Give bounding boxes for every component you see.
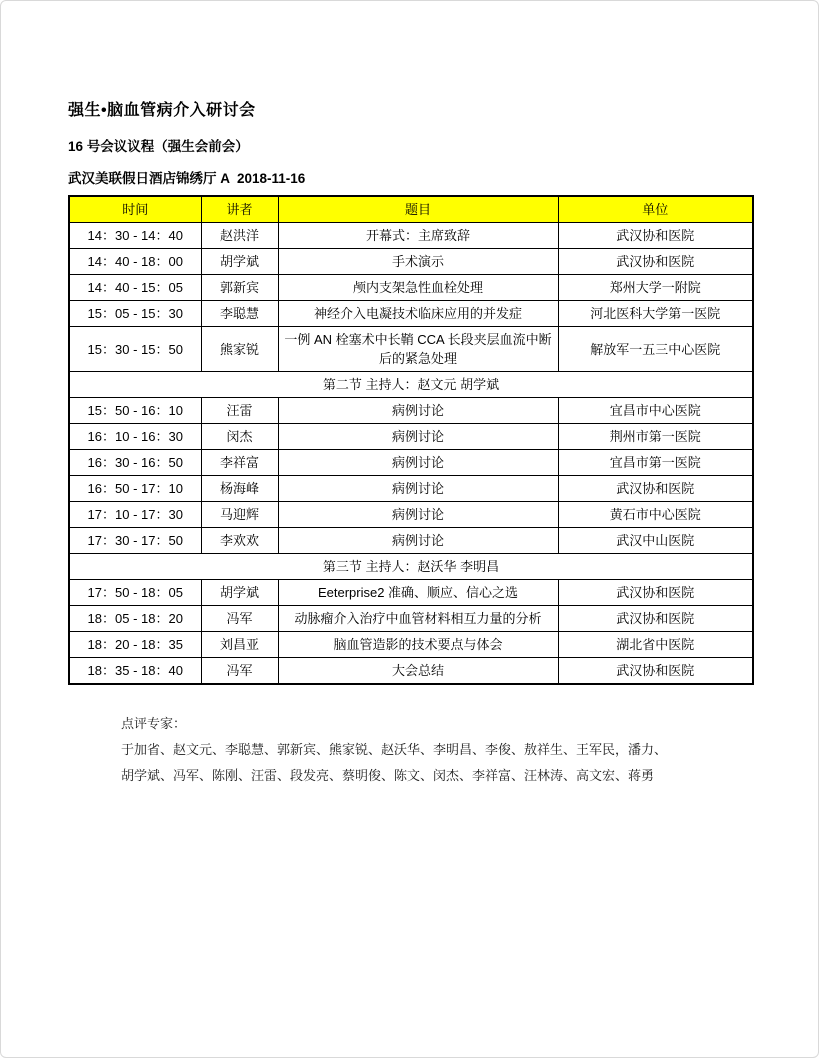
time-cell: 17：50 - 18：05 — [69, 580, 201, 606]
table-row — [69, 632, 753, 658]
speaker-cell: 李聪慧 — [201, 301, 278, 327]
table-row — [69, 580, 753, 606]
speaker-cell: 马迎辉 — [201, 502, 278, 528]
agenda-subtitle: 16 号会议议程（强生会前会） — [68, 139, 249, 154]
time-cell: 15：30 - 15：50 — [69, 327, 201, 372]
table-row — [69, 424, 753, 450]
topic-cell: 开幕式：主席致辞 — [278, 223, 558, 249]
time-cell: 18：20 - 18：35 — [69, 632, 201, 658]
time-cell: 16：10 - 16：30 — [69, 424, 201, 450]
table-row — [69, 223, 753, 249]
org-cell: 武汉协和医院 — [558, 249, 753, 275]
speaker-cell: 熊家锐 — [201, 327, 278, 372]
reviewers-line-2: 胡学斌、冯军、陈刚、汪雷、段发亮、蔡明俊、陈文、闵杰、李祥富、汪林涛、高文宏、蒋勇 — [121, 768, 655, 783]
speaker-cell: 杨海峰 — [201, 476, 278, 502]
reviewers-block — [121, 711, 721, 789]
speaker-cell: 冯军 — [201, 606, 278, 632]
page-title: 强生•脑血管病介入研讨会 — [68, 102, 256, 119]
time-cell: 15：05 - 15：30 — [69, 301, 201, 327]
topic-cell: 病例讨论 — [278, 398, 558, 424]
org-cell: 解放军一五三中心医院 — [558, 327, 753, 372]
time-cell: 14：40 - 15：05 — [69, 275, 201, 301]
speaker-cell: 胡学斌 — [201, 249, 278, 275]
time-cell: 14：30 - 14：40 — [69, 223, 201, 249]
topic-cell: 手术演示 — [278, 249, 558, 275]
org-cell: 荆州市第一医院 — [558, 424, 753, 450]
time-cell: 17：30 - 17：50 — [69, 528, 201, 554]
org-cell: 湖北省中医院 — [558, 632, 753, 658]
table-row — [69, 301, 753, 327]
reviewers-label: 点评专家： — [121, 716, 187, 731]
topic-cell: 神经介入电凝技术临床应用的并发症 — [278, 301, 558, 327]
table-row — [69, 249, 753, 275]
org-cell: 河北医科大学第一医院 — [558, 301, 753, 327]
speaker-cell: 赵洪洋 — [201, 223, 278, 249]
speaker-cell: 闵杰 — [201, 424, 278, 450]
agenda-table — [68, 195, 754, 685]
topic-cell: 颅内支架急性血栓处理 — [278, 275, 558, 301]
topic-cell: 一例 AN 栓塞术中长鞘 CCA 长段夹层血流中断后的紧急处理 — [278, 327, 558, 372]
table-row — [69, 476, 753, 502]
topic-cell: 病例讨论 — [278, 502, 558, 528]
speaker-cell: 李祥富 — [201, 450, 278, 476]
org-cell: 宜昌市第一医院 — [558, 450, 753, 476]
table-row — [69, 528, 753, 554]
org-cell: 武汉协和医院 — [558, 606, 753, 632]
speaker-cell: 冯军 — [201, 658, 278, 685]
section-label: 第三节 主持人：赵沃华 李明昌 — [69, 554, 753, 580]
time-cell: 17：10 - 17：30 — [69, 502, 201, 528]
table-header-row — [69, 196, 753, 223]
table-row — [69, 502, 753, 528]
topic-cell: 脑血管造影的技术要点与体会 — [278, 632, 558, 658]
org-cell: 宜昌市中心医院 — [558, 398, 753, 424]
topic-cell: Eeterprise2 准确、顺应、信心之选 — [278, 580, 558, 606]
col-header-time: 时间 — [69, 196, 201, 223]
time-cell: 18：05 - 18：20 — [69, 606, 201, 632]
venue-date: 武汉美联假日酒店锦绣厅 A 2018-11-16 — [68, 171, 306, 186]
topic-cell: 病例讨论 — [278, 476, 558, 502]
org-cell: 武汉协和医院 — [558, 223, 753, 249]
speaker-cell: 李欢欢 — [201, 528, 278, 554]
document-content — [1, 1, 818, 789]
col-header-org: 单位 — [558, 196, 753, 223]
speaker-cell: 郭新宾 — [201, 275, 278, 301]
org-cell: 武汉协和医院 — [558, 658, 753, 685]
time-cell: 16：30 - 16：50 — [69, 450, 201, 476]
table-row — [69, 275, 753, 301]
org-cell: 武汉协和医院 — [558, 476, 753, 502]
topic-cell: 病例讨论 — [278, 424, 558, 450]
reviewers-line-1: 于加省、赵文元、李聪慧、郭新宾、熊家锐、赵沃华、李明昌、李俊、敖祥生、王军民，潘力、 — [121, 742, 668, 757]
table-row — [69, 450, 753, 476]
org-cell: 郑州大学一附院 — [558, 275, 753, 301]
speaker-cell: 胡学斌 — [201, 580, 278, 606]
section-row — [69, 554, 753, 580]
table-row — [69, 658, 753, 685]
time-cell: 14：40 - 18：00 — [69, 249, 201, 275]
speaker-cell: 刘昌亚 — [201, 632, 278, 658]
topic-cell: 动脉瘤介入治疗中血管材料相互力量的分析 — [278, 606, 558, 632]
topic-cell: 大会总结 — [278, 658, 558, 685]
table-row — [69, 327, 753, 372]
table-row — [69, 606, 753, 632]
topic-cell: 病例讨论 — [278, 450, 558, 476]
topic-cell: 病例讨论 — [278, 528, 558, 554]
org-cell: 黄石市中心医院 — [558, 502, 753, 528]
org-cell: 武汉协和医院 — [558, 580, 753, 606]
col-header-speaker: 讲者 — [201, 196, 278, 223]
speaker-cell: 汪雷 — [201, 398, 278, 424]
table-row — [69, 398, 753, 424]
org-cell: 武汉中山医院 — [558, 528, 753, 554]
time-cell: 16：50 - 17：10 — [69, 476, 201, 502]
section-label: 第二节 主持人：赵文元 胡学斌 — [69, 372, 753, 398]
time-cell: 15：50 - 16：10 — [69, 398, 201, 424]
time-cell: 18：35 - 18：40 — [69, 658, 201, 685]
col-header-topic: 题目 — [278, 196, 558, 223]
agenda-table-body — [69, 223, 753, 685]
section-row — [69, 372, 753, 398]
